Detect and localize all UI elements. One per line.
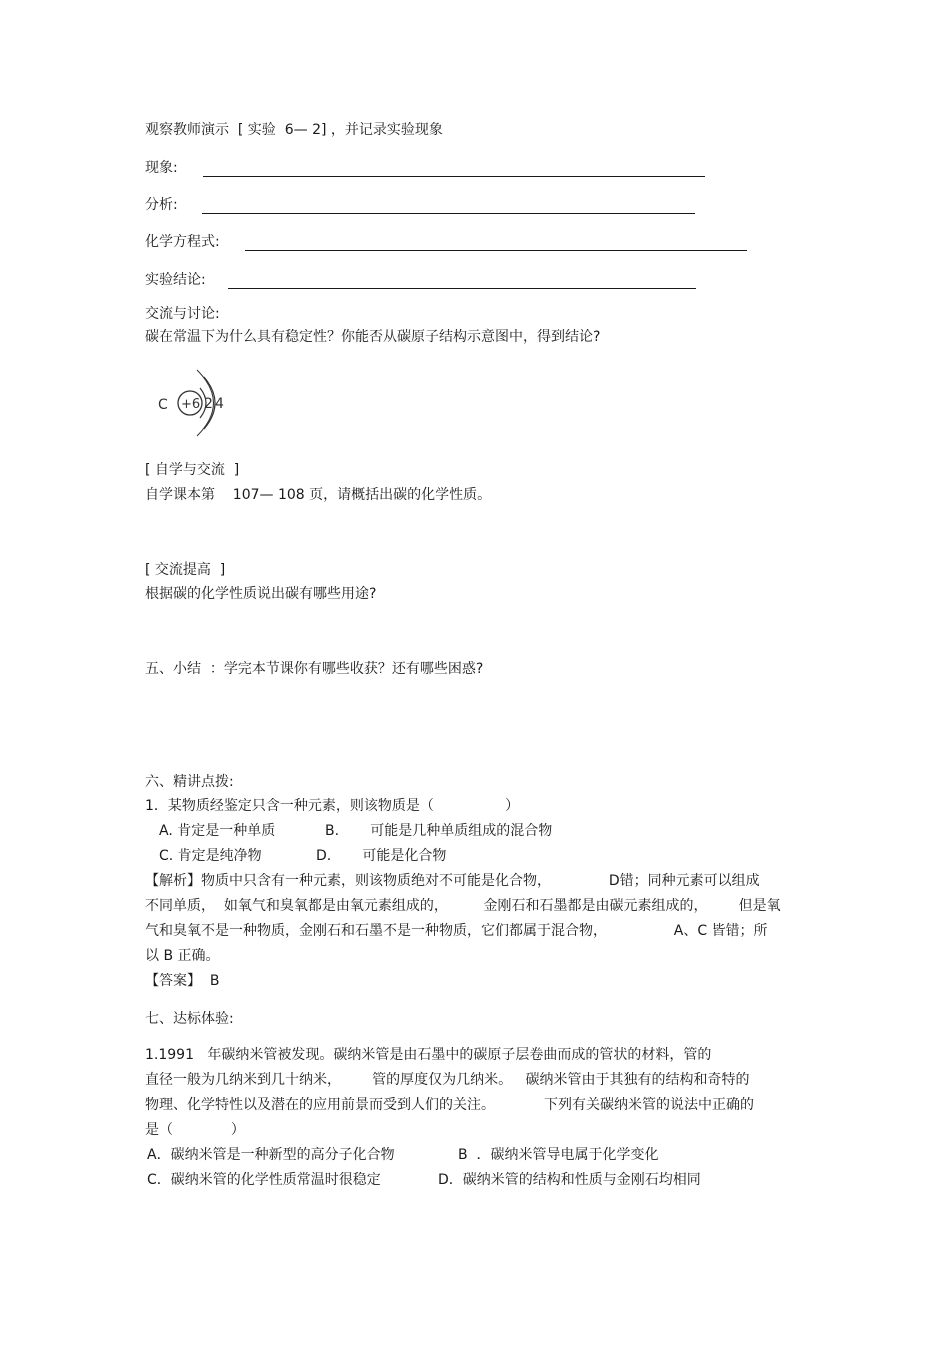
lecture-option-b: B. 可能是几种单质组成的混合物 (325, 823, 553, 839)
lecture-analysis-line-4: 以 B 正确。 (145, 948, 220, 964)
lecture-analysis-line-2: 不同单质， 如氧气和臭氧都是由氧元素组成的， 金刚石和石墨都是由碳元素组成的， 但是氧 (145, 898, 781, 914)
summary-text: 五、小结 ：学完本节课你有哪些收获？还有哪些困惑? (145, 661, 484, 677)
lecture-option-d: D. 可能是化合物 (316, 848, 447, 864)
analysis-label: 分析: (145, 197, 178, 213)
assessment-option-d: D．碳纳米管的结构和性质与金刚石均相同 (438, 1172, 701, 1188)
inner-shell-electrons: 2 (204, 396, 213, 412)
assessment-question-line-4: 是（ ） (145, 1122, 245, 1138)
phenomenon-blank-line (203, 176, 705, 177)
assessment-question-line-2: 直径一般为几纳米到几十纳米， 管的厚度仅为几纳米。 碳纳米管由于其独有的结构和奇特的 (145, 1072, 750, 1088)
self-study-text: 自学课本第 107— 108 页，请概括出碳的化学性质。 (145, 487, 492, 503)
carbon-atom-structure-diagram (150, 362, 240, 444)
assessment-option-b: B ．碳纳米管导电属于化学变化 (458, 1147, 659, 1163)
assessment-option-c: C．碳纳米管的化学性质常温时很稳定 (147, 1172, 381, 1188)
equation-label: 化学方程式: (145, 234, 220, 250)
lecture-option-a: A. 肯定是一种单质 (159, 823, 276, 839)
conclusion-label: 实验结论: (145, 272, 206, 288)
exchange-heading: [ 交流提高 ] (145, 562, 226, 578)
lecture-analysis-line-3: 气和臭氧不是一种物质，金刚石和石墨不是一种物质，它们都属于混合物， A、C 皆错；所 (145, 923, 768, 939)
phenomenon-label: 现象: (145, 160, 178, 176)
lecture-analysis-line-1: 【解析】物质中只含有一种元素，则该物质绝对不可能是化合物， D错；同种元素可以组成 (145, 873, 760, 889)
assessment-question-line-3: 物理、化学特性以及潜在的应用前景而受到人们的关注。 下列有关碳纳米管的说法中正确的 (145, 1097, 754, 1113)
assessment-option-a: A．碳纳米管是一种新型的高分子化合物 (147, 1147, 395, 1163)
equation-blank-line (245, 250, 747, 251)
atom-symbol: C (158, 397, 168, 413)
lecture-question-1: 1．某物质经鉴定只含一种元素，则该物质是（ ） (145, 798, 520, 814)
conclusion-blank-line (228, 288, 696, 289)
nucleus-charge: +6 (181, 397, 201, 412)
analysis-blank-line (202, 213, 695, 214)
self-study-heading: [ 自学与交流 ] (145, 462, 240, 478)
exchange-text: 根据碳的化学性质说出碳有哪些用途? (145, 586, 377, 602)
assessment-heading: 七、达标体验: (145, 1011, 234, 1027)
lecture-heading: 六、精讲点拨: (145, 774, 234, 790)
discussion-heading: 交流与讨论: (145, 306, 220, 322)
lecture-option-c: C. 肯定是纯净物 (159, 848, 262, 864)
assessment-question-line-1: 1.1991 年碳纳米管被发现。碳纳米管是由石墨中的碳原子层卷曲而成的管状的材料，管的 (145, 1047, 712, 1063)
discussion-question: 碳在常温下为什么具有稳定性？你能否从碳原子结构示意图中，得到结论? (145, 329, 601, 345)
lecture-answer: 【答案】 B (145, 973, 220, 989)
outer-shell-electrons: 4 (215, 396, 224, 412)
experiment-intro: 观察教师演示 [ 实验 6— 2] ，并记录实验现象 (145, 122, 443, 138)
